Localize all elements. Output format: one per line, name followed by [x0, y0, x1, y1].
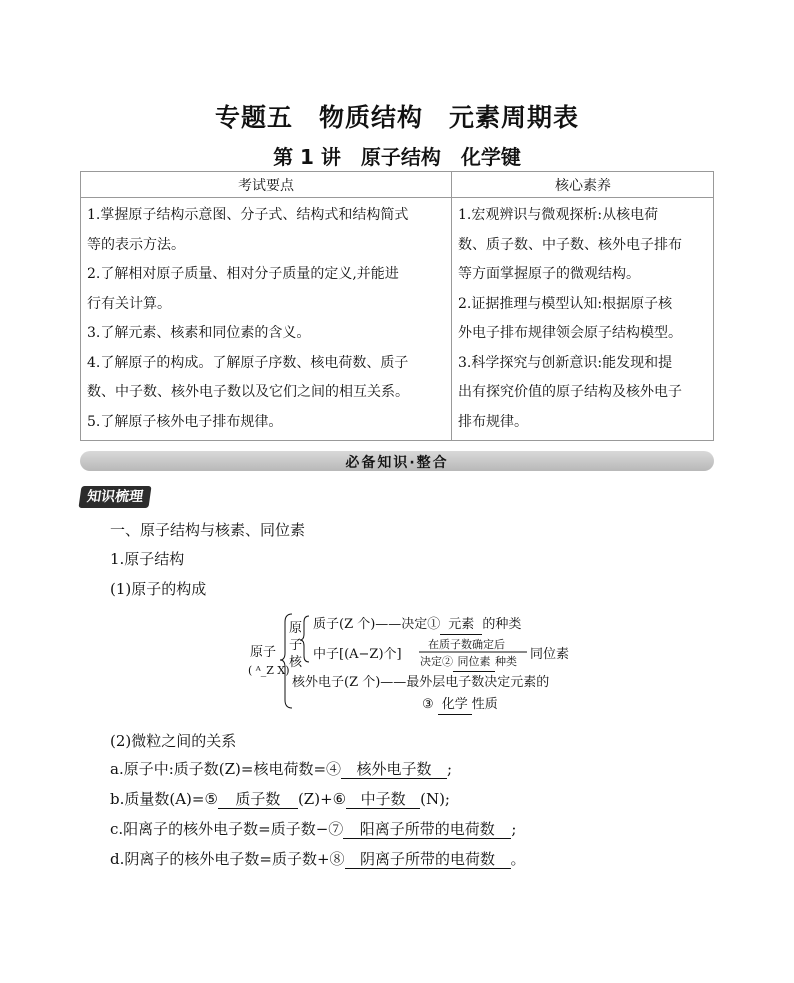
proton-line: 质子(Z 个)——决定① 元素 的种类 — [313, 613, 521, 635]
core-literacy-line: 1.宏观辨识与微观探析:从核电荷 — [458, 207, 659, 223]
key-point-line: 行有关计算。 — [87, 295, 171, 312]
key-point-line: 数、中子数、核外电子数以及它们之间的相互关系。 — [87, 384, 409, 400]
isotope-label: 同位素 — [530, 647, 570, 662]
atom-label: 原子 — [250, 645, 277, 660]
core-literacy-line: 等方面掌握原子的微观结构。 — [458, 266, 640, 282]
relation-c: c.阳离子的核外电子数=质子数−⑦ 阳离子所带的电荷数 ; — [110, 820, 517, 838]
relation-a: a.原子中:质子数(Z)=核电荷数=④ 核外电子数 ; — [110, 760, 453, 778]
blank-answer: 核外电子数 — [341, 760, 447, 779]
subsection-heading: 1.原子结构 — [110, 550, 185, 568]
blank-answer: 同位素 — [453, 653, 495, 672]
neutron-condition: 在质子数确定后 — [428, 638, 505, 651]
electron-line-2: ③ 化学 性质 — [422, 693, 498, 715]
lesson-title: 第 1 讲 原子结构 化学键 — [273, 145, 521, 169]
relation-b: b.质量数(A)=⑤ 质子数 (Z)+⑥ 中子数 (N); — [110, 790, 450, 808]
neutron-determines: 决定② 同位素 种类 — [420, 653, 517, 672]
electron-line: 核外电子(Z 个)——最外层电子数决定元素的 — [292, 675, 550, 690]
core-literacy-line: 3.科学探究与创新意识:能发现和提 — [458, 354, 673, 371]
key-point-line: 4.了解原子的构成。了解原子序数、核电荷数、质子 — [87, 354, 409, 371]
blank-answer: 化学 — [438, 696, 472, 715]
subsection-heading: (2)微粒之间的关系 — [110, 732, 237, 750]
table-header-core-literacy: 核心素养 — [555, 178, 611, 194]
blank-answer: 中子数 — [346, 790, 420, 809]
core-literacy-line: 数、质子数、中子数、核外电子排布 — [458, 236, 682, 253]
subsection-heading: (1)原子的构成 — [110, 580, 207, 598]
core-literacy-line: 排布规律。 — [458, 413, 528, 430]
neutron-label: 中子[(A−Z)个] — [313, 647, 402, 662]
relation-d: d.阴离子的核外电子数=质子数+⑧ 阴离子所带的电荷数 。 — [110, 850, 526, 868]
blank-answer: 质子数 — [218, 790, 298, 809]
key-point-line: 3.了解元素、核素和同位素的含义。 — [87, 325, 311, 341]
blank-answer: 元素 — [440, 616, 482, 635]
section-banner: 必备知识·整合 — [80, 451, 714, 471]
core-literacy-line: 2.证据推理与模型认知:根据原子核 — [458, 295, 673, 312]
nucleus-label: 原子核 — [289, 621, 303, 670]
key-point-line: 2.了解相对原子质量、相对分子质量的定义,并能进 — [87, 266, 399, 282]
section-heading: 一、原子结构与核素、同位素 — [110, 521, 306, 539]
atom-symbol: ( ᴬ_Z X) — [248, 664, 290, 677]
key-point-line: 等的表示方法。 — [87, 236, 185, 253]
page-title: 专题五 物质结构 元素周期表 — [214, 103, 579, 132]
key-point-line: 1.掌握原子结构示意图、分子式、结构式和结构简式 — [87, 207, 409, 223]
knowledge-badge: 知识梳理 — [78, 486, 151, 508]
core-literacy-line: 外电子排布规律领会原子结构模型。 — [458, 325, 682, 341]
table-header-key-points: 考试要点 — [238, 178, 294, 194]
blank-answer: 阴离子所带的电荷数 — [345, 850, 511, 869]
key-point-line: 5.了解原子核外电子排布规律。 — [87, 413, 283, 430]
core-literacy-line: 出有探究价值的原子结构及核外电子 — [458, 384, 682, 400]
blank-answer: 阳离子所带的电荷数 — [343, 820, 511, 839]
